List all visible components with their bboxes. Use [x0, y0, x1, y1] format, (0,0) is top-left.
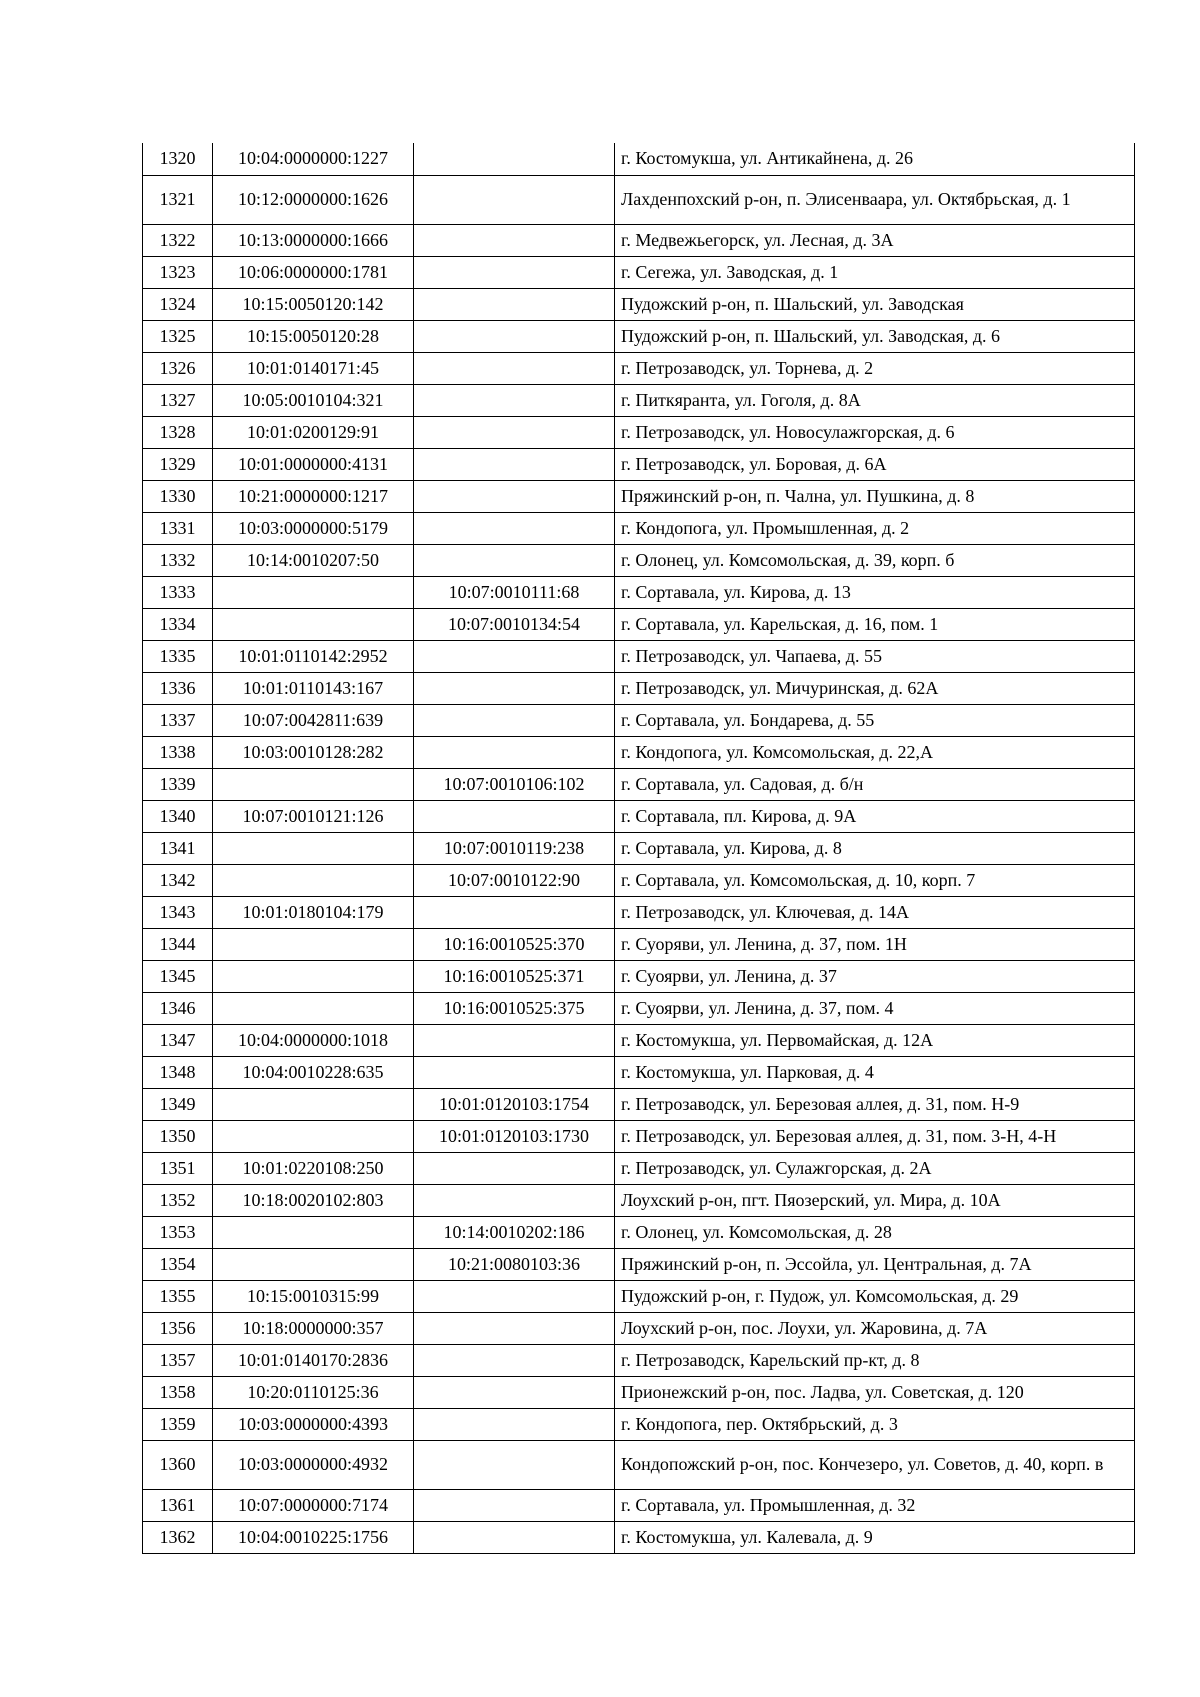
- object-cadastral-number: [414, 640, 615, 672]
- table-row: [143, 1184, 1135, 1216]
- object-cadastral-number: [414, 544, 615, 576]
- table-row: [143, 320, 1135, 352]
- object-cadastral-number: 10:21:0080103:36: [414, 1248, 615, 1280]
- object-cadastral-number: [414, 1056, 615, 1088]
- table-row: [143, 768, 1135, 800]
- table-row: [143, 175, 1135, 224]
- registry-table: [142, 143, 1135, 1554]
- row-number: 1362: [143, 1521, 213, 1553]
- table-row: [143, 1440, 1135, 1489]
- land-cadastral-number: 10:01:0110143:167: [213, 672, 414, 704]
- address: г. Суоряви, ул. Ленина, д. 37, пом. 1Н: [615, 928, 1135, 960]
- object-cadastral-number: [414, 1408, 615, 1440]
- address: г. Кондопога, ул. Промышленная, д. 2: [615, 512, 1135, 544]
- land-cadastral-number: [213, 960, 414, 992]
- object-cadastral-number: [414, 416, 615, 448]
- row-number: 1322: [143, 224, 213, 256]
- object-cadastral-number: 10:07:0010111:68: [414, 576, 615, 608]
- row-number: 1330: [143, 480, 213, 512]
- row-number: 1334: [143, 608, 213, 640]
- land-cadastral-number: [213, 768, 414, 800]
- table-row: [143, 416, 1135, 448]
- object-cadastral-number: [414, 800, 615, 832]
- address: г. Петрозаводск, Карельский пр-кт, д. 8: [615, 1344, 1135, 1376]
- table-row: [143, 1024, 1135, 1056]
- address: г. Костомукша, ул. Калевала, д. 9: [615, 1521, 1135, 1553]
- land-cadastral-number: 10:01:0200129:91: [213, 416, 414, 448]
- row-number: 1339: [143, 768, 213, 800]
- land-cadastral-number: 10:01:0180104:179: [213, 896, 414, 928]
- land-cadastral-number: 10:04:0000000:1018: [213, 1024, 414, 1056]
- land-cadastral-number: 10:04:0010225:1756: [213, 1521, 414, 1553]
- address: г. Олонец, ул. Комсомольская, д. 28: [615, 1216, 1135, 1248]
- table-row: [143, 800, 1135, 832]
- table-row: [143, 1376, 1135, 1408]
- row-number: 1335: [143, 640, 213, 672]
- row-number: 1353: [143, 1216, 213, 1248]
- object-cadastral-number: [414, 1344, 615, 1376]
- address: г. Костомукша, ул. Антикайнена, д. 26: [615, 143, 1135, 175]
- table-row: [143, 1056, 1135, 1088]
- table-row: [143, 960, 1135, 992]
- address: г. Сортавала, ул. Садовая, д. б/н: [615, 768, 1135, 800]
- object-cadastral-number: [414, 448, 615, 480]
- object-cadastral-number: [414, 1312, 615, 1344]
- table-row: [143, 1248, 1135, 1280]
- table-row: [143, 544, 1135, 576]
- land-cadastral-number: 10:01:0110142:2952: [213, 640, 414, 672]
- address: г. Петрозаводск, ул. Мичуринская, д. 62А: [615, 672, 1135, 704]
- address: г. Сортавала, ул. Карельская, д. 16, пом. 1: [615, 608, 1135, 640]
- land-cadastral-number: 10:21:0000000:1217: [213, 480, 414, 512]
- table-row: [143, 736, 1135, 768]
- row-number: 1323: [143, 256, 213, 288]
- object-cadastral-number: [414, 512, 615, 544]
- table-row: [143, 576, 1135, 608]
- object-cadastral-number: [414, 224, 615, 256]
- address: г. Петрозаводск, ул. Сулажгорская, д. 2А: [615, 1152, 1135, 1184]
- row-number: 1324: [143, 288, 213, 320]
- table-row: [143, 1216, 1135, 1248]
- row-number: 1327: [143, 384, 213, 416]
- object-cadastral-number: [414, 1280, 615, 1312]
- object-cadastral-number: 10:16:0010525:370: [414, 928, 615, 960]
- address: Кондопожский р-он, пос. Кончезеро, ул. Советов, д. 40, корп. в: [615, 1440, 1135, 1489]
- table-row: [143, 256, 1135, 288]
- object-cadastral-number: [414, 736, 615, 768]
- land-cadastral-number: [213, 992, 414, 1024]
- land-cadastral-number: 10:03:0000000:4932: [213, 1440, 414, 1489]
- object-cadastral-number: 10:16:0010525:371: [414, 960, 615, 992]
- address: Пряжинский р-он, п. Эссойла, ул. Центральная, д. 7А: [615, 1248, 1135, 1280]
- table-row: [143, 448, 1135, 480]
- row-number: 1332: [143, 544, 213, 576]
- land-cadastral-number: 10:20:0110125:36: [213, 1376, 414, 1408]
- object-cadastral-number: [414, 1376, 615, 1408]
- table-row: [143, 480, 1135, 512]
- land-cadastral-number: 10:03:0000000:4393: [213, 1408, 414, 1440]
- land-cadastral-number: [213, 1088, 414, 1120]
- table-row: [143, 864, 1135, 896]
- table-row: [143, 1120, 1135, 1152]
- table-row: [143, 1280, 1135, 1312]
- land-cadastral-number: 10:03:0010128:282: [213, 736, 414, 768]
- object-cadastral-number: 10:07:0010119:238: [414, 832, 615, 864]
- land-cadastral-number: [213, 832, 414, 864]
- table-row: [143, 896, 1135, 928]
- row-number: 1351: [143, 1152, 213, 1184]
- table-row: [143, 608, 1135, 640]
- table-row: [143, 1312, 1135, 1344]
- row-number: 1321: [143, 175, 213, 224]
- row-number: 1347: [143, 1024, 213, 1056]
- address: Прионежский р-он, пос. Ладва, ул. Советская, д. 120: [615, 1376, 1135, 1408]
- row-number: 1359: [143, 1408, 213, 1440]
- address: г. Сортавала, ул. Комсомольская, д. 10, корп. 7: [615, 864, 1135, 896]
- row-number: 1344: [143, 928, 213, 960]
- address: Лоухский р-он, пос. Лоухи, ул. Жаровина, д. 7А: [615, 1312, 1135, 1344]
- land-cadastral-number: 10:07:0042811:639: [213, 704, 414, 736]
- address: г. Суоярви, ул. Ленина, д. 37, пом. 4: [615, 992, 1135, 1024]
- address: г. Петрозаводск, ул. Новосулажгорская, д. 6: [615, 416, 1135, 448]
- row-number: 1361: [143, 1489, 213, 1521]
- row-number: 1356: [143, 1312, 213, 1344]
- table-row: [143, 1152, 1135, 1184]
- address: г. Петрозаводск, ул. Боровая, д. 6А: [615, 448, 1135, 480]
- land-cadastral-number: 10:18:0020102:803: [213, 1184, 414, 1216]
- table-row: [143, 224, 1135, 256]
- address: г. Медвежьегорск, ул. Лесная, д. 3А: [615, 224, 1135, 256]
- address: г. Кондопога, пер. Октябрьский, д. 3: [615, 1408, 1135, 1440]
- table-row: [143, 288, 1135, 320]
- row-number: 1360: [143, 1440, 213, 1489]
- address: г. Сортавала, ул. Кирова, д. 13: [615, 576, 1135, 608]
- address: г. Сортавала, ул. Промышленная, д. 32: [615, 1489, 1135, 1521]
- address: Пудожский р-он, п. Шальский, ул. Заводская: [615, 288, 1135, 320]
- table-row: [143, 1344, 1135, 1376]
- table-row: [143, 1088, 1135, 1120]
- address: г. Петрозаводск, ул. Березовая аллея, д. 31, пом. 3-Н, 4-Н: [615, 1120, 1135, 1152]
- row-number: 1343: [143, 896, 213, 928]
- object-cadastral-number: 10:14:0010202:186: [414, 1216, 615, 1248]
- table-row: [143, 1521, 1135, 1553]
- row-number: 1328: [143, 416, 213, 448]
- object-cadastral-number: 10:16:0010525:375: [414, 992, 615, 1024]
- table-row: [143, 672, 1135, 704]
- table-row: [143, 352, 1135, 384]
- table-row: [143, 1489, 1135, 1521]
- address: г. Сортавала, ул. Кирова, д. 8: [615, 832, 1135, 864]
- row-number: 1349: [143, 1088, 213, 1120]
- address: г. Питкяранта, ул. Гоголя, д. 8А: [615, 384, 1135, 416]
- land-cadastral-number: [213, 576, 414, 608]
- table-row: [143, 384, 1135, 416]
- object-cadastral-number: [414, 256, 615, 288]
- object-cadastral-number: [414, 480, 615, 512]
- land-cadastral-number: 10:06:0000000:1781: [213, 256, 414, 288]
- row-number: 1358: [143, 1376, 213, 1408]
- table-row: [143, 832, 1135, 864]
- land-cadastral-number: 10:07:0010121:126: [213, 800, 414, 832]
- table-row: [143, 928, 1135, 960]
- address: г. Суоярви, ул. Ленина, д. 37: [615, 960, 1135, 992]
- object-cadastral-number: 10:07:0010106:102: [414, 768, 615, 800]
- object-cadastral-number: 10:07:0010134:54: [414, 608, 615, 640]
- row-number: 1350: [143, 1120, 213, 1152]
- address: г. Сортавала, пл. Кирова, д. 9А: [615, 800, 1135, 832]
- object-cadastral-number: [414, 320, 615, 352]
- object-cadastral-number: [414, 704, 615, 736]
- address: Лахденпохский р-он, п. Элисенваара, ул. Октябрьская, д. 1: [615, 175, 1135, 224]
- row-number: 1333: [143, 576, 213, 608]
- land-cadastral-number: [213, 864, 414, 896]
- address: г. Сортавала, ул. Бондарева, д. 55: [615, 704, 1135, 736]
- row-number: 1354: [143, 1248, 213, 1280]
- address: г. Олонец, ул. Комсомольская, д. 39, корп. б: [615, 544, 1135, 576]
- table-row: [143, 1408, 1135, 1440]
- table-row: [143, 640, 1135, 672]
- land-cadastral-number: 10:04:0000000:1227: [213, 143, 414, 175]
- row-number: 1342: [143, 864, 213, 896]
- address: Пудожский р-он, г. Пудож, ул. Комсомольская, д. 29: [615, 1280, 1135, 1312]
- row-number: 1326: [143, 352, 213, 384]
- land-cadastral-number: 10:01:0220108:250: [213, 1152, 414, 1184]
- object-cadastral-number: [414, 1489, 615, 1521]
- object-cadastral-number: [414, 1152, 615, 1184]
- table-row: [143, 992, 1135, 1024]
- land-cadastral-number: 10:01:0140171:45: [213, 352, 414, 384]
- land-cadastral-number: 10:05:0010104:321: [213, 384, 414, 416]
- object-cadastral-number: [414, 672, 615, 704]
- land-cadastral-number: 10:01:0140170:2836: [213, 1344, 414, 1376]
- row-number: 1346: [143, 992, 213, 1024]
- row-number: 1341: [143, 832, 213, 864]
- row-number: 1325: [143, 320, 213, 352]
- object-cadastral-number: [414, 1440, 615, 1489]
- table-row: [143, 512, 1135, 544]
- address: г. Костомукша, ул. Парковая, д. 4: [615, 1056, 1135, 1088]
- land-cadastral-number: [213, 928, 414, 960]
- row-number: 1337: [143, 704, 213, 736]
- object-cadastral-number: [414, 1521, 615, 1553]
- land-cadastral-number: 10:15:0010315:99: [213, 1280, 414, 1312]
- row-number: 1345: [143, 960, 213, 992]
- land-cadastral-number: 10:15:0050120:28: [213, 320, 414, 352]
- table-row: [143, 143, 1135, 175]
- address: г. Сегежа, ул. Заводская, д. 1: [615, 256, 1135, 288]
- row-number: 1329: [143, 448, 213, 480]
- row-number: 1336: [143, 672, 213, 704]
- address: г. Костомукша, ул. Первомайская, д. 12А: [615, 1024, 1135, 1056]
- address: г. Петрозаводск, ул. Торнева, д. 2: [615, 352, 1135, 384]
- object-cadastral-number: 10:07:0010122:90: [414, 864, 615, 896]
- row-number: 1357: [143, 1344, 213, 1376]
- object-cadastral-number: [414, 175, 615, 224]
- object-cadastral-number: 10:01:0120103:1730: [414, 1120, 615, 1152]
- land-cadastral-number: [213, 1248, 414, 1280]
- land-cadastral-number: 10:03:0000000:5179: [213, 512, 414, 544]
- land-cadastral-number: 10:01:0000000:4131: [213, 448, 414, 480]
- object-cadastral-number: [414, 288, 615, 320]
- land-cadastral-number: 10:07:0000000:7174: [213, 1489, 414, 1521]
- land-cadastral-number: 10:14:0010207:50: [213, 544, 414, 576]
- object-cadastral-number: [414, 896, 615, 928]
- address: г. Петрозаводск, ул. Ключевая, д. 14А: [615, 896, 1135, 928]
- object-cadastral-number: [414, 143, 615, 175]
- address: г. Петрозаводск, ул. Чапаева, д. 55: [615, 640, 1135, 672]
- address: Лоухский р-он, пгт. Пяозерский, ул. Мира, д. 10А: [615, 1184, 1135, 1216]
- address: Пудожский р-он, п. Шальский, ул. Заводская, д. 6: [615, 320, 1135, 352]
- object-cadastral-number: [414, 1184, 615, 1216]
- land-cadastral-number: 10:04:0010228:635: [213, 1056, 414, 1088]
- row-number: 1331: [143, 512, 213, 544]
- land-cadastral-number: [213, 1216, 414, 1248]
- land-cadastral-number: [213, 1120, 414, 1152]
- address: г. Петрозаводск, ул. Березовая аллея, д. 31, пом. Н-9: [615, 1088, 1135, 1120]
- row-number: 1320: [143, 143, 213, 175]
- row-number: 1340: [143, 800, 213, 832]
- table-row: [143, 704, 1135, 736]
- land-cadastral-number: 10:13:0000000:1666: [213, 224, 414, 256]
- object-cadastral-number: [414, 1024, 615, 1056]
- row-number: 1338: [143, 736, 213, 768]
- object-cadastral-number: [414, 352, 615, 384]
- land-cadastral-number: 10:18:0000000:357: [213, 1312, 414, 1344]
- address: Пряжинский р-он, п. Чална, ул. Пушкина, д. 8: [615, 480, 1135, 512]
- land-cadastral-number: [213, 608, 414, 640]
- row-number: 1352: [143, 1184, 213, 1216]
- row-number: 1355: [143, 1280, 213, 1312]
- address: г. Кондопога, ул. Комсомольская, д. 22,А: [615, 736, 1135, 768]
- land-cadastral-number: 10:15:0050120:142: [213, 288, 414, 320]
- land-cadastral-number: 10:12:0000000:1626: [213, 175, 414, 224]
- object-cadastral-number: [414, 384, 615, 416]
- registry-table-body: [143, 143, 1135, 1553]
- object-cadastral-number: 10:01:0120103:1754: [414, 1088, 615, 1120]
- row-number: 1348: [143, 1056, 213, 1088]
